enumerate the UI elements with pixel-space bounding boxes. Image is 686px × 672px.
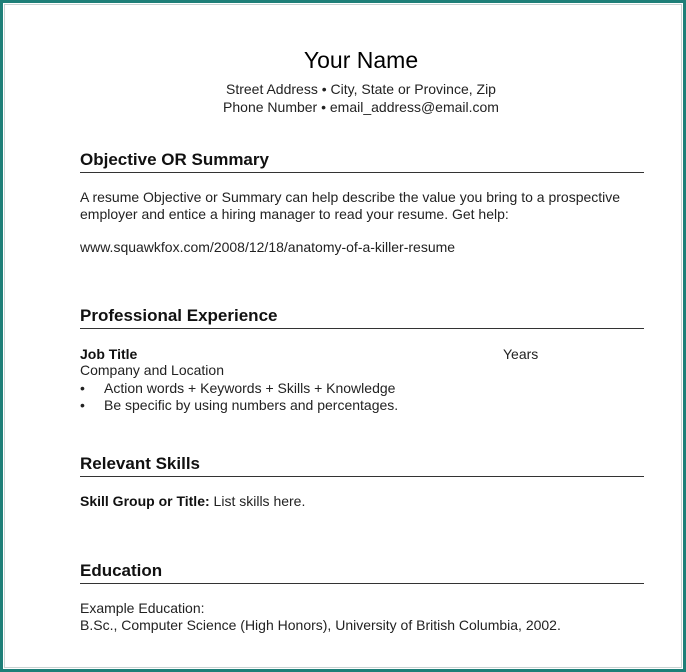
resume-name: Your Name — [303, 47, 419, 73]
experience-bullet-1: Action words + Keywords + Skills + Knowledge — [104, 380, 396, 396]
skill-group-label: Skill Group or Title: — [80, 493, 210, 509]
skills-line — [80, 493, 305, 510]
objective-link: www.squawkfox.com/2008/12/18/anatomy-of-a-killer-resume — [80, 239, 456, 255]
education-line-2: B.Sc., Computer Science (High Honors), University of British Columbia, 2002. — [80, 617, 561, 633]
skills-heading: Relevant Skills — [80, 454, 644, 477]
experience-heading: Professional Experience — [80, 306, 644, 329]
skill-list-text: List skills here. — [209, 493, 306, 509]
bullet-marker: • — [80, 397, 85, 413]
objective-heading: Objective OR Summary — [80, 150, 644, 173]
objective-line-2: employer and entice a hiring manager to read your resume. Get help: — [80, 206, 509, 222]
objective-line-1: A resume Objective or Summary can help describe the value you bring to a prospective — [80, 189, 621, 205]
education-line-1: Example Education: — [80, 600, 205, 616]
job-title: Job Title — [80, 346, 138, 362]
contact-phone-email: Phone Number • email_address@email.com — [223, 99, 499, 115]
job-years: Years — [503, 346, 539, 362]
company-location: Company and Location — [80, 362, 224, 378]
experience-bullet-2: Be specific by using numbers and percentages. — [104, 397, 399, 413]
contact-address: Street Address • City, State or Province, Zip — [226, 81, 496, 97]
bullet-marker: • — [80, 380, 85, 396]
education-heading: Education — [80, 561, 644, 584]
